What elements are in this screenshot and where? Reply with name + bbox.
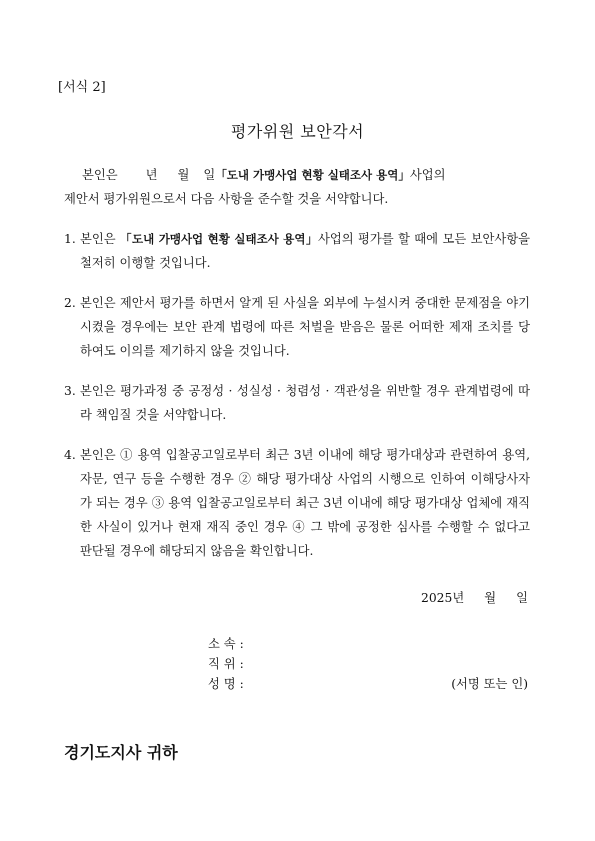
sign-note: (서명 또는 인) <box>451 677 528 691</box>
item-text: 본인은 ① 용역 입찰공고일로부터 최근 3년 이내에 해당 평가대상과 관련하여 용역, 자문, 연구 등을 수행한 경우 ② 해당 평가대상 사업의 시행으로 인하여 이해당사자가 되는 경우 ③ 용역 입찰공고일로부터 최근 3년 이내에 해당 평가대상 업체에 재직한 사실이 있거나 현재 재직 중인 경우 ④ 그 밖에 공정한 심사를 수행할 수 없다고 판단될 경우에 해당되지 않음을 확인합니다. <box>80 448 530 558</box>
pledge-item-1 <box>64 227 530 275</box>
affiliation-label: 소 속 : <box>208 637 244 651</box>
item-number: 1. <box>64 232 76 246</box>
item-text-post: 사업의 평가를 할 때에 모든 보안사항을 철저히 이행할 것입니다. <box>80 232 530 270</box>
position-label: 직 위 : <box>208 657 244 671</box>
intro-year-label: 년 <box>145 168 158 182</box>
intro-project-name: 「도내 가맹사업 현황 실태조사 용역」 <box>215 168 410 182</box>
document-title: 평가위원 보안각서 <box>230 122 365 141</box>
intro-line2: 제안서 평가위원으로서 다음 사항을 준수할 것을 서약합니다. <box>64 192 389 206</box>
pledge-list <box>64 227 530 579</box>
intro-month-label: 월 <box>177 168 190 182</box>
intro-tail: 사업의 <box>409 168 446 182</box>
signature-block <box>208 634 244 694</box>
item-number: 3. <box>64 384 76 398</box>
item-number: 2. <box>64 296 76 310</box>
form-number: [서식 2] <box>58 80 106 95</box>
item-project-name: 「도내 가맹사업 현황 실태조사 용역」 <box>120 232 318 246</box>
pledge-item-2 <box>64 291 530 363</box>
item-text: 본인은 제안서 평가를 하면서 알게 된 사실을 외부에 누설시켜 중대한 문제점을 야기시켰을 경우에는 보안 관계 법령에 따른 처벌을 받음은 물론 어떠한 제재 조치를 당하여도 이의를 제기하지 않을 것입니다. <box>80 296 530 358</box>
intro-day-label: 일 <box>203 168 216 182</box>
pledge-item-4 <box>64 443 530 563</box>
recipient: 경기도지사 귀하 <box>64 743 178 762</box>
intro-paragraph <box>64 163 530 211</box>
date-month: 월 <box>484 591 497 605</box>
item-text: 본인은 평가과정 중 공정성 · 성실성 · 청렴성 · 객관성을 위반할 경우 관계법령에 따라 책임질 것을 서약합니다. <box>80 384 530 422</box>
item-text-pre: 본인은 <box>80 232 121 246</box>
pledge-item-3 <box>64 379 530 427</box>
date-line <box>421 588 528 606</box>
date-day: 일 <box>516 591 528 605</box>
name-label: 성 명 : <box>208 677 244 691</box>
item-number: 4. <box>64 448 76 462</box>
intro-subject: 본인은 <box>82 168 118 182</box>
date-year: 2025년 <box>421 591 465 605</box>
